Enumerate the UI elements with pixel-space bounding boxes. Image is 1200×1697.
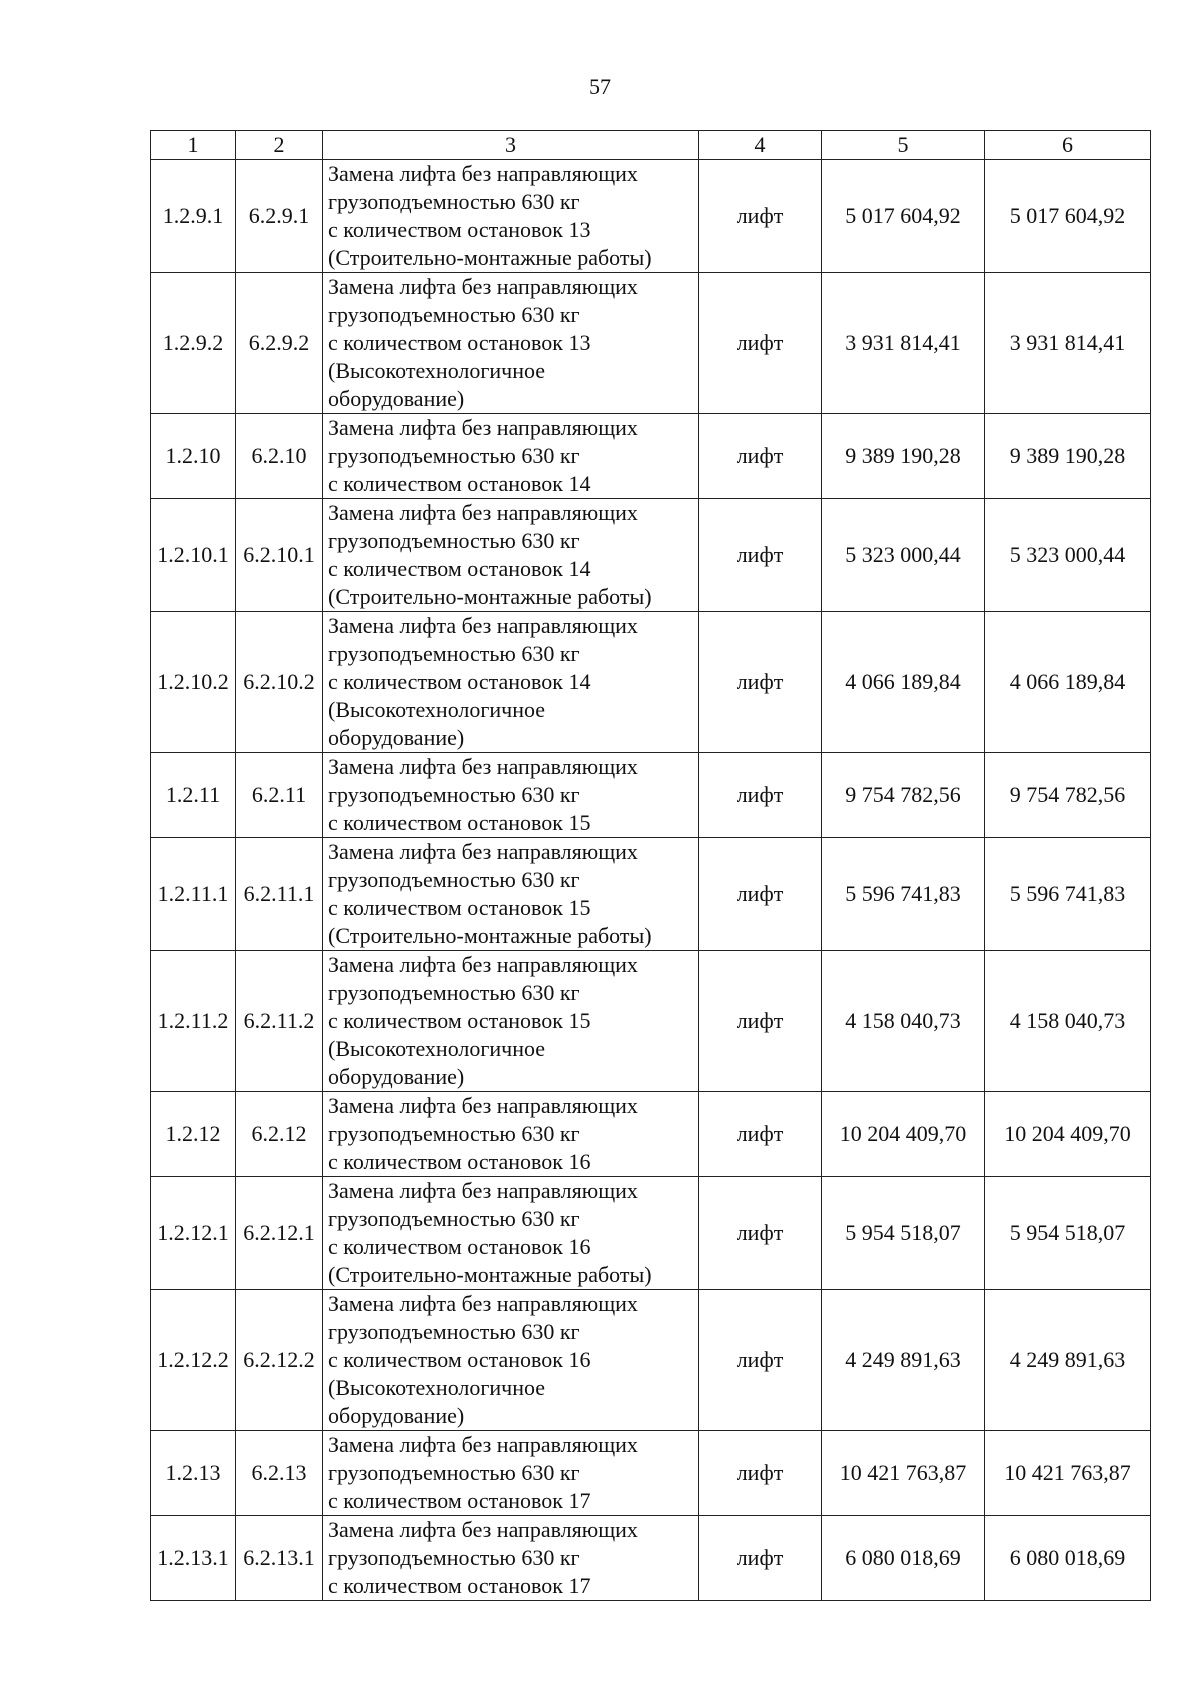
unit-cell: лифт bbox=[699, 273, 822, 414]
work-description-cell: Замена лифта без направляющих грузоподъемностью 630 кг с количеством остановок 16 (Строительно-монтажные работы) bbox=[323, 1177, 699, 1290]
cost-value-cell: 9 389 190,28 bbox=[822, 414, 985, 499]
code-number-cell: 6.2.12 bbox=[236, 1092, 323, 1177]
table-row bbox=[151, 273, 1151, 414]
unit-cell: лифт bbox=[699, 1431, 822, 1516]
limit-value-cell: 9 754 782,56 bbox=[985, 753, 1151, 838]
limit-value-cell: 4 066 189,84 bbox=[985, 612, 1151, 753]
cost-value-cell: 4 158 040,73 bbox=[822, 951, 985, 1092]
cost-value-cell: 9 754 782,56 bbox=[822, 753, 985, 838]
item-number-cell: 1.2.10.2 bbox=[151, 612, 236, 753]
table-row bbox=[151, 414, 1151, 499]
work-description-cell: Замена лифта без направляющих грузоподъемностью 630 кг с количеством остановок 17 bbox=[323, 1516, 699, 1601]
table-row bbox=[151, 160, 1151, 273]
table-row bbox=[151, 951, 1151, 1092]
code-number-cell: 6.2.12.2 bbox=[236, 1290, 323, 1431]
table-row bbox=[151, 1177, 1151, 1290]
table-body bbox=[151, 160, 1151, 1601]
limit-value-cell: 6 080 018,69 bbox=[985, 1516, 1151, 1601]
column-header-3: 3 bbox=[323, 131, 699, 160]
table-row bbox=[151, 1431, 1151, 1516]
limit-value-cell: 5 596 741,83 bbox=[985, 838, 1151, 951]
cost-value-cell: 5 017 604,92 bbox=[822, 160, 985, 273]
table-row bbox=[151, 1290, 1151, 1431]
work-description-cell: Замена лифта без направляющих грузоподъемностью 630 кг с количеством остановок 15 (Высокотехнологичное оборудование) bbox=[323, 951, 699, 1092]
code-number-cell: 6.2.9.1 bbox=[236, 160, 323, 273]
table-row bbox=[151, 612, 1151, 753]
table-header-row bbox=[151, 131, 1151, 160]
item-number-cell: 1.2.13.1 bbox=[151, 1516, 236, 1601]
code-number-cell: 6.2.10.2 bbox=[236, 612, 323, 753]
code-number-cell: 6.2.13.1 bbox=[236, 1516, 323, 1601]
cost-value-cell: 10 204 409,70 bbox=[822, 1092, 985, 1177]
code-number-cell: 6.2.10 bbox=[236, 414, 323, 499]
cost-value-cell: 10 421 763,87 bbox=[822, 1431, 985, 1516]
code-number-cell: 6.2.12.1 bbox=[236, 1177, 323, 1290]
limit-value-cell: 5 954 518,07 bbox=[985, 1177, 1151, 1290]
table-row bbox=[151, 838, 1151, 951]
work-description-cell: Замена лифта без направляющих грузоподъемностью 630 кг с количеством остановок 16 bbox=[323, 1092, 699, 1177]
work-description-cell: Замена лифта без направляющих грузоподъемностью 630 кг с количеством остановок 14 bbox=[323, 414, 699, 499]
limit-value-cell: 9 389 190,28 bbox=[985, 414, 1151, 499]
code-number-cell: 6.2.13 bbox=[236, 1431, 323, 1516]
item-number-cell: 1.2.12 bbox=[151, 1092, 236, 1177]
limit-value-cell: 10 421 763,87 bbox=[985, 1431, 1151, 1516]
code-number-cell: 6.2.11.2 bbox=[236, 951, 323, 1092]
unit-cell: лифт bbox=[699, 951, 822, 1092]
unit-cell: лифт bbox=[699, 753, 822, 838]
cost-value-cell: 3 931 814,41 bbox=[822, 273, 985, 414]
column-header-5: 5 bbox=[822, 131, 985, 160]
work-description-cell: Замена лифта без направляющих грузоподъемностью 630 кг с количеством остановок 14 (Строительно-монтажные работы) bbox=[323, 499, 699, 612]
item-number-cell: 1.2.10.1 bbox=[151, 499, 236, 612]
code-number-cell: 6.2.9.2 bbox=[236, 273, 323, 414]
unit-cell: лифт bbox=[699, 1092, 822, 1177]
item-number-cell: 1.2.10 bbox=[151, 414, 236, 499]
unit-cell: лифт bbox=[699, 1516, 822, 1601]
limit-value-cell: 4 249 891,63 bbox=[985, 1290, 1151, 1431]
limit-value-cell: 10 204 409,70 bbox=[985, 1092, 1151, 1177]
page-number: 57 bbox=[589, 74, 611, 99]
item-number-cell: 1.2.13 bbox=[151, 1431, 236, 1516]
item-number-cell: 1.2.11.2 bbox=[151, 951, 236, 1092]
unit-cell: лифт bbox=[699, 499, 822, 612]
work-description-cell: Замена лифта без направляющих грузоподъемностью 630 кг с количеством остановок 17 bbox=[323, 1431, 699, 1516]
column-header-1: 1 bbox=[151, 131, 236, 160]
unit-cell: лифт bbox=[699, 612, 822, 753]
item-number-cell: 1.2.12.1 bbox=[151, 1177, 236, 1290]
unit-cell: лифт bbox=[699, 160, 822, 273]
cost-value-cell: 4 066 189,84 bbox=[822, 612, 985, 753]
work-description-cell: Замена лифта без направляющих грузоподъемностью 630 кг с количеством остановок 14 (Высокотехнологичное оборудование) bbox=[323, 612, 699, 753]
cost-value-cell: 6 080 018,69 bbox=[822, 1516, 985, 1601]
unit-cell: лифт bbox=[699, 1290, 822, 1431]
work-description-cell: Замена лифта без направляющих грузоподъемностью 630 кг с количеством остановок 13 (Высокотехнологичное оборудование) bbox=[323, 273, 699, 414]
item-number-cell: 1.2.9.2 bbox=[151, 273, 236, 414]
item-number-cell: 1.2.9.1 bbox=[151, 160, 236, 273]
cost-value-cell: 5 323 000,44 bbox=[822, 499, 985, 612]
item-number-cell: 1.2.11.1 bbox=[151, 838, 236, 951]
price-table bbox=[150, 130, 1151, 1601]
limit-value-cell: 5 323 000,44 bbox=[985, 499, 1151, 612]
work-description-cell: Замена лифта без направляющих грузоподъемностью 630 кг с количеством остановок 15 bbox=[323, 753, 699, 838]
cost-value-cell: 5 596 741,83 bbox=[822, 838, 985, 951]
table-row bbox=[151, 753, 1151, 838]
work-description-cell: Замена лифта без направляющих грузоподъемностью 630 кг с количеством остановок 15 (Строительно-монтажные работы) bbox=[323, 838, 699, 951]
table-row bbox=[151, 1516, 1151, 1601]
item-number-cell: 1.2.11 bbox=[151, 753, 236, 838]
table-row bbox=[151, 499, 1151, 612]
work-description-cell: Замена лифта без направляющих грузоподъемностью 630 кг с количеством остановок 13 (Строительно-монтажные работы) bbox=[323, 160, 699, 273]
limit-value-cell: 3 931 814,41 bbox=[985, 273, 1151, 414]
work-description-cell: Замена лифта без направляющих грузоподъемностью 630 кг с количеством остановок 16 (Высокотехнологичное оборудование) bbox=[323, 1290, 699, 1431]
unit-cell: лифт bbox=[699, 838, 822, 951]
code-number-cell: 6.2.11 bbox=[236, 753, 323, 838]
column-header-4: 4 bbox=[699, 131, 822, 160]
code-number-cell: 6.2.11.1 bbox=[236, 838, 323, 951]
limit-value-cell: 5 017 604,92 bbox=[985, 160, 1151, 273]
table-row bbox=[151, 1092, 1151, 1177]
code-number-cell: 6.2.10.1 bbox=[236, 499, 323, 612]
cost-value-cell: 4 249 891,63 bbox=[822, 1290, 985, 1431]
item-number-cell: 1.2.12.2 bbox=[151, 1290, 236, 1431]
limit-value-cell: 4 158 040,73 bbox=[985, 951, 1151, 1092]
unit-cell: лифт bbox=[699, 414, 822, 499]
unit-cell: лифт bbox=[699, 1177, 822, 1290]
cost-value-cell: 5 954 518,07 bbox=[822, 1177, 985, 1290]
column-header-2: 2 bbox=[236, 131, 323, 160]
column-header-6: 6 bbox=[985, 131, 1151, 160]
